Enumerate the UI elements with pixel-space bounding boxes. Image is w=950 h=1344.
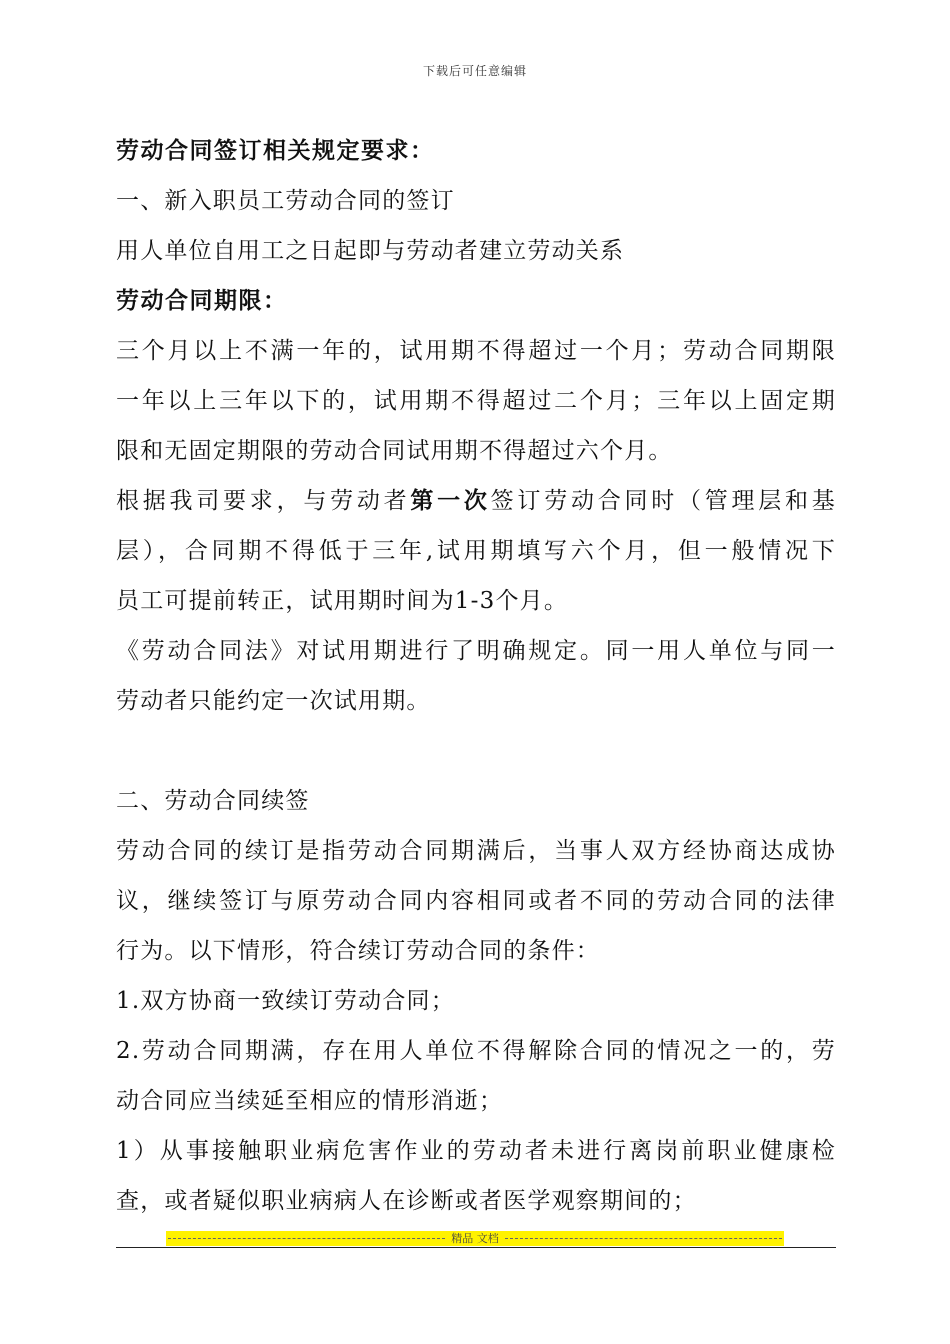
first-time-emphasis: 第一次	[410, 488, 491, 514]
term-paragraph-line: 一年以上三年以下的，试用期不得超过二个月；三年以上固定期	[116, 388, 836, 414]
list-item-continuation: 动合同应当续延至相应的情形消逝；	[116, 1088, 504, 1114]
law-paragraph-line: 《劳动合同法》对试用期进行了明确规定。同一用人单位与同一	[116, 638, 836, 664]
term-paragraph-line: 限和无固定期限的劳动合同试用期不得超过六个月。	[116, 438, 673, 464]
footer-label: 精品 文档	[451, 1232, 499, 1245]
company-rule-line	[116, 476, 836, 526]
paragraph-spacer	[116, 726, 836, 776]
page-header: 下载后可任意编辑	[422, 64, 527, 78]
renewal-paragraph-line: 劳动合同的续订是指劳动合同期满后，当事人双方经协商达成协	[116, 838, 836, 864]
list-item: 1.双方协商一致续订劳动合同；	[116, 988, 455, 1014]
section-heading-renewal: 二、劳动合同续签	[116, 788, 310, 814]
footer-dash-left	[168, 1238, 445, 1239]
footer-dash-right	[505, 1238, 782, 1239]
list-item: 2.劳动合同期满，存在用人单位不得解除合同的情况之一的，劳	[116, 1038, 836, 1064]
renewal-paragraph-line: 行为。以下情形，符合续订劳动合同的条件：	[116, 938, 600, 964]
footer-banner	[166, 1231, 784, 1246]
law-paragraph-line: 劳动者只能约定一次试用期。	[116, 688, 431, 714]
document-title: 劳动合同签订相关规定要求：	[116, 138, 435, 164]
term-heading: 劳动合同期限：	[116, 288, 288, 314]
company-rule-text: 签订劳动合同时（管理层和基	[490, 488, 837, 514]
term-paragraph-line: 三个月以上不满一年的，试用期不得超过一个月；劳动合同期限	[116, 338, 836, 364]
renewal-paragraph-line: 议，继续签订与原劳动合同内容相同或者不同的劳动合同的法律	[116, 888, 836, 914]
section-heading-new-hire: 一、新入职员工劳动合同的签订	[116, 188, 455, 214]
company-rule-line: 层），合同期不得低于三年,试用期填写六个月，但一般情况下	[116, 538, 836, 564]
sub-list-item-continuation: 查，或者疑似职业病病人在诊断或者医学观察期间的；	[116, 1188, 697, 1214]
company-rule-text: 根据我司要求，与劳动者	[116, 488, 411, 514]
document-body	[116, 126, 836, 1226]
section-intro: 用人单位自用工之日起即与劳动者建立劳动关系	[116, 238, 625, 264]
company-rule-line: 员工可提前转正，试用期时间为1-3个月。	[116, 588, 569, 614]
sub-list-item: 1）从事接触职业病危害作业的劳动者未进行离岗前职业健康检	[116, 1138, 836, 1164]
footer-rule	[116, 1247, 836, 1248]
